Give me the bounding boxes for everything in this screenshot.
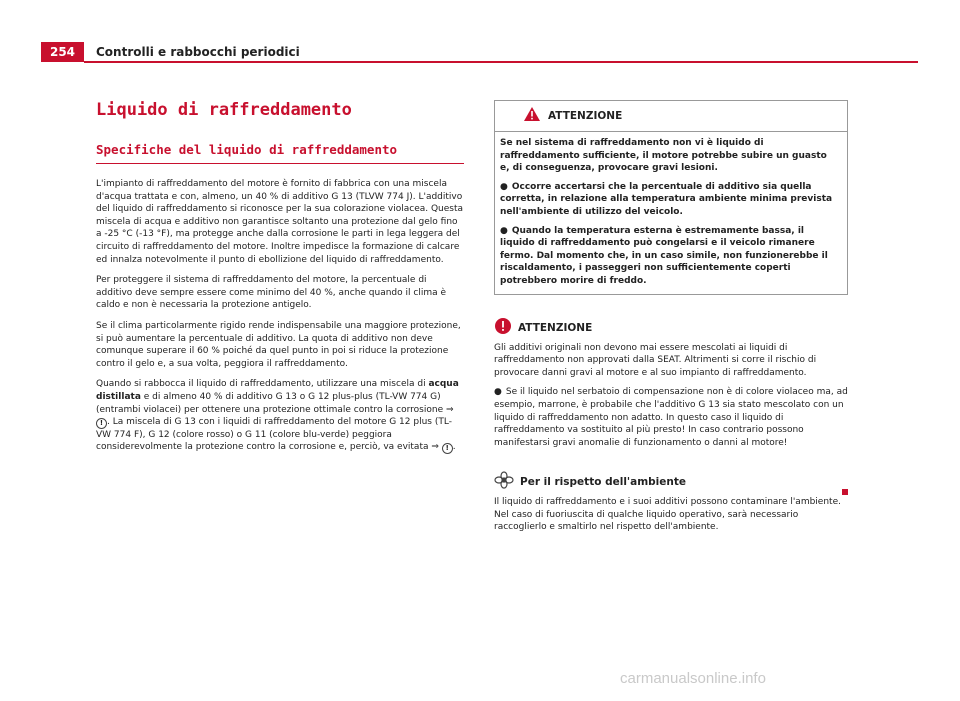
- distilled-water-emphasis: acqua distillata: [96, 379, 459, 402]
- paragraph-percentage: Per proteggere il sistema di raffreddamento del motore, la percentuale di additivo deve sempre essere come minimo del 40 %, anche quando il clima è caldo e non è necessaria la protezione antigelo.: [96, 275, 446, 311]
- bullet-icon: ●: [500, 225, 508, 236]
- paragraph-intro: L'impianto di raffreddamento del motore è fornito di fabbrica con una miscela d'acqua trattata e con, almeno, un 40 % di additivo G 13 (TLVW 774 J). L'additivo del liquido di raffreddamento si riconosce per la sua colorazione violacea. Questa miscela di acqua e additivo non garantisce soltanto una protezione dal gelo fino a -25 °C (-13 °F), ma protegge anche dalla corrosione le parti in lega leggera del circuito di raffreddamento del motore. Inoltre impedisce la formazione di calcare ed innalza notevolmente il punto di ebollizione del liquido di raffreddamento.: [96, 179, 464, 265]
- page-number: 254: [41, 42, 84, 62]
- warning-body: [495, 132, 847, 294]
- left-column: [96, 100, 464, 454]
- section-heading: Liquido di raffreddamento: [96, 100, 352, 120]
- warning-item: ● Occorre accertarsi che la percentuale di additivo sia quella corretta, in relazione alla temperatura ambiente minima prevista nell'ambiente di utilizzo del veicolo.: [500, 181, 833, 217]
- section-end-marker: [842, 489, 848, 495]
- warning-header: [495, 101, 847, 132]
- chapter-title: Controlli e rabbocchi periodici: [96, 45, 300, 59]
- bullet-icon: ●: [494, 387, 502, 398]
- notice-item: ● Se il liquido nel serbatoio di compensazione non è di colore violaceo ma, ad esempio, marrone, è probabile che l'additivo G 13 sia stato mescolato con un liquido di raffreddamento non adatto. In questo caso il liquido di raffreddamento va sostituito al più presto! In caso contrario possono manifestarsi gravi anomalie di funzionamento o danni al motore!: [494, 387, 848, 448]
- header-divider: [84, 61, 918, 63]
- watermark: carmanualsonline.info: [620, 670, 766, 687]
- warning-title: ATTENZIONE: [548, 110, 623, 122]
- paragraph-cold-climate: Se il clima particolarmente rigido rende indispensabile una maggiore protezione, si può aumentare la percentuale di additivo. La quota di additivo non deve comunque superare il 60 % poiché da quel punto in poi si riduce la protezione contro il gelo e, a sua volta, peggiora il raffreddamento.: [96, 320, 461, 369]
- notice-title: ATTENZIONE: [518, 321, 593, 334]
- environment-flower-icon: [494, 471, 514, 493]
- notice-header: [494, 317, 848, 339]
- notice-body: [494, 342, 848, 450]
- bullet-icon: ●: [500, 181, 508, 192]
- warning-box: [494, 100, 848, 295]
- paragraph-topping-up: Quando si rabbocca il liquido di raffreddamento, utilizzare una miscela di acqua distillata e di almeno 40 % di additivo G 13 o G 12 plus-plus (TL-VW 774 G) (entrambi violacei) per ottenere una protezione ottimale contro la corrosione ⇒ ! . La miscela di G 13 con i liquidi di raffreddamento del motore G 12 plus (TL-VW 774 F), G 12 (colore rosso) o G 11 (colore blu-verde) peggiora considerevolmente la protezione contro la corrosione e, perciò, va evitata ⇒ ! .: [96, 379, 459, 453]
- notice-reference-icon[interactable]: !: [442, 443, 453, 454]
- warning-item: ● Quando la temperatura esterna è estremamente bassa, il liquido di raffreddamento può congelarsi e il veicolo rimanere fermo. Dal momento che, in un caso simile, non funzionerebbe il riscaldamento, i passeggeri non sufficientemente coperti potrebbero morire di freddo.: [500, 225, 828, 286]
- environment-paragraph: Il liquido di raffreddamento e i suoi additivi possono contaminare l'ambiente. Nel caso di fuoriuscita di qualche liquido operativo, sarà necessario raccoglierlo e smaltirlo nel rispetto dell'ambiente.: [494, 497, 841, 533]
- warning-triangle-icon: [523, 106, 541, 126]
- subsection-heading: Specifiche del liquido di raffreddamento: [96, 142, 464, 164]
- notice-reference-icon[interactable]: !: [96, 418, 107, 429]
- notice-paragraph: Gli additivi originali non devono mai essere mescolati ai liquidi di raffreddamento non approvati dalla SEAT. Altrimenti si corre il rischio di provocare danni gravi al motore e al suo impianto di raffreddamento.: [494, 342, 817, 378]
- environment-title: Per il rispetto dell'ambiente: [520, 476, 687, 489]
- environment-body: [494, 496, 848, 534]
- warning-intro: Se nel sistema di raffreddamento non vi è liquido di raffreddamento sufficiente, il motore potrebbe subire un guasto e, di conseguenza, provocare gravi lesioni.: [500, 138, 827, 174]
- caution-circle-icon: [494, 317, 512, 339]
- right-column: [494, 100, 848, 534]
- environment-header: [494, 471, 848, 493]
